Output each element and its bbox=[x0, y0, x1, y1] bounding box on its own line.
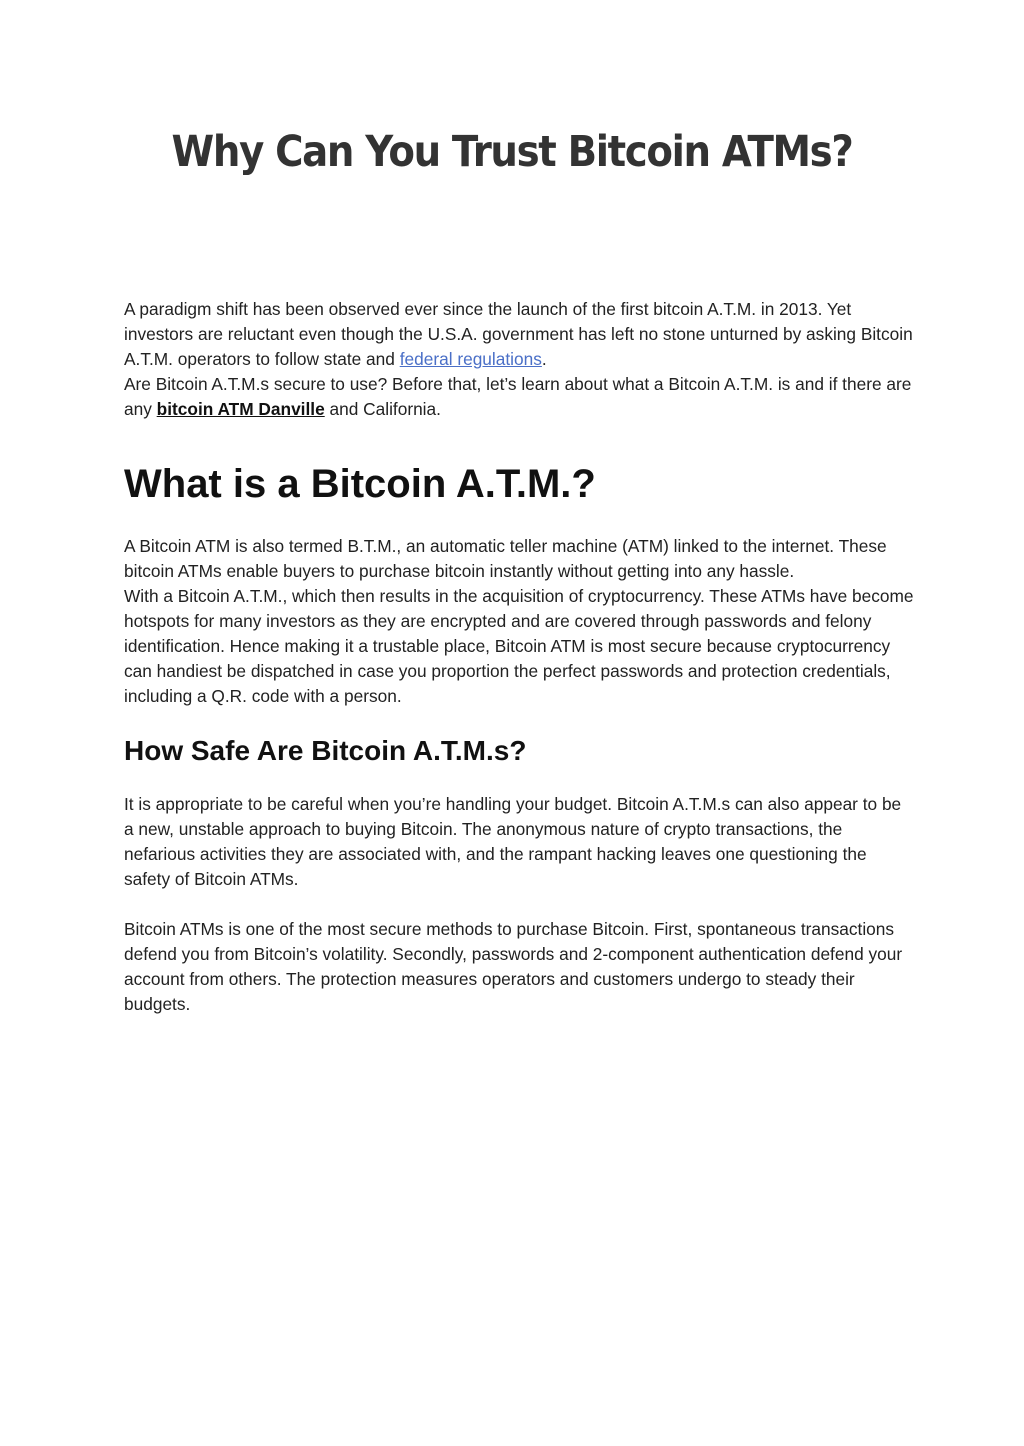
section2-paragraph-2: Bitcoin ATMs is one of the most secure methods to purchase Bitcoin. First, spontaneous transactions defend you from Bitcoin’s volatility. Secondly, passwords and 2-component authentication defend your account from others. The protection measures operators and customers undergo to steady their budgets. bbox=[124, 919, 903, 1014]
page-title: Why Can You Trust Bitcoin ATMs? bbox=[171, 127, 853, 177]
section1-paragraph-1: A Bitcoin ATM is also termed B.T.M., an automatic teller machine (ATM) linked to the internet. These bitcoin ATMs enable buyers to purchase bitcoin instantly without getting into any hassle. bbox=[124, 536, 887, 581]
section-heading-how-safe: How Safe Are Bitcoin A.T.M.s? bbox=[124, 735, 527, 766]
intro-text-2: Are Bitcoin A.T.M.s secure to use? Before that, let’s learn about what a Bitcoin A.T.M. is and if there are any bbox=[124, 374, 912, 419]
section2-paragraph-1: It is appropriate to be careful when you’re handling your budget. Bitcoin A.T.M.s can also appear to be a new, unstable approach to buying Bitcoin. The anonymous nature of crypto transactions, the nefarious activities they are associated with, and the rampant hacking leaves one questioning the safety of Bitcoin ATMs. bbox=[124, 794, 902, 889]
intro-text-1: A paradigm shift has been observed ever since the launch of the first bitcoin A.T.M. in 2013. Yet investors are reluctant even though the U.S.A. government has left no stone unturned by asking Bitcoin A.T.M. operators to follow state and bbox=[124, 299, 913, 369]
bitcoin-atm-danville-link[interactable]: bitcoin ATM Danville bbox=[156, 399, 325, 419]
federal-regulations-link[interactable]: federal regulations bbox=[399, 349, 542, 369]
intro-paragraph-1 bbox=[124, 297, 914, 372]
intro-text-1-end: . bbox=[541, 349, 547, 369]
section-heading-what-is: What is a Bitcoin A.T.M.? bbox=[124, 462, 596, 506]
intro-text-2-end: and California. bbox=[324, 399, 441, 419]
document-body bbox=[124, 297, 914, 1017]
intro-paragraph-2 bbox=[124, 372, 914, 422]
section1-paragraph-2: With a Bitcoin A.T.M., which then results in the acquisition of cryptocurrency. These ATMs have become hotspots for many investors as they are encrypted and are covered through passwords and felony identification. Hence making it a trustable place, Bitcoin ATM is most secure because cryptocurrency can handiest be dispatched in case you proportion the perfect passwords and protection credentials, including a Q.R. code with a person. bbox=[124, 586, 914, 706]
